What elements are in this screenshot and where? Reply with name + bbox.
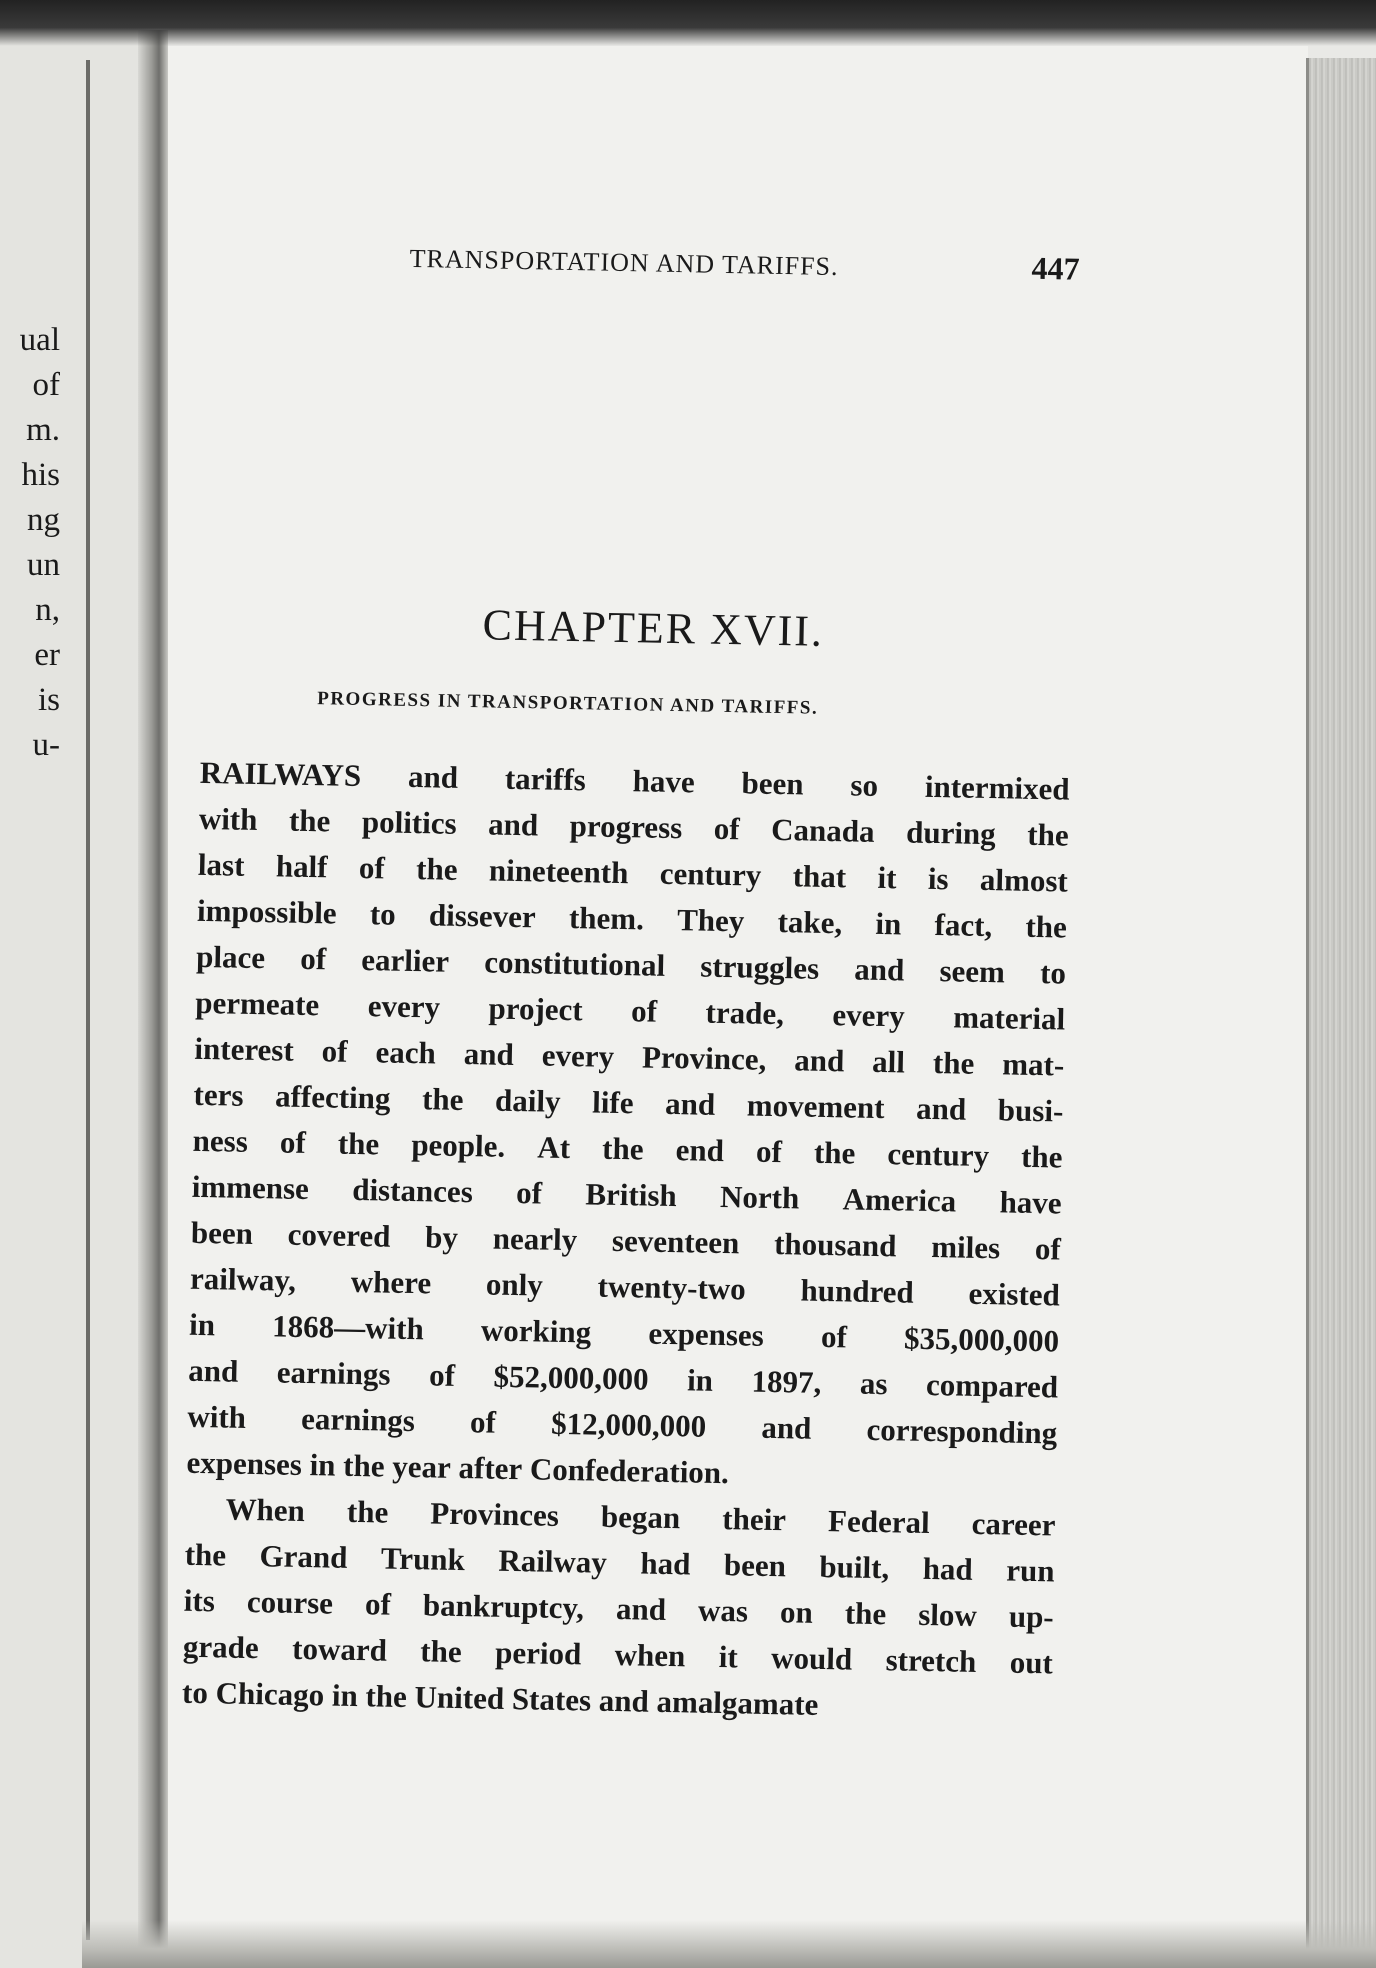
left-fragment-line: is [37, 682, 60, 718]
word: the [288, 802, 331, 839]
word: and [598, 1682, 657, 1719]
word: year [391, 1448, 459, 1485]
word: in [188, 1306, 216, 1343]
word: $12,000,000 [550, 1405, 707, 1444]
running-head: TRANSPORTATION AND TARIFFS. [409, 243, 839, 282]
word: $35,000,000 [903, 1320, 1060, 1359]
word: out [1009, 1644, 1054, 1681]
word: Railway [498, 1542, 608, 1580]
word: the [844, 1595, 887, 1632]
word: nearly [492, 1220, 578, 1258]
word: on [779, 1594, 814, 1630]
page-number: 447 [1031, 249, 1080, 287]
word: constitutional [483, 944, 666, 983]
word: its [183, 1582, 216, 1619]
word: where [350, 1263, 432, 1301]
word: every [367, 988, 441, 1025]
word: it [718, 1639, 739, 1675]
word: people. [411, 1127, 506, 1164]
word: railway, [189, 1260, 297, 1298]
word: the [420, 1633, 463, 1670]
word: only [485, 1266, 544, 1303]
word: of [713, 810, 741, 847]
word: each [375, 1034, 437, 1071]
left-fragment-line: his [21, 457, 60, 493]
word: as [859, 1365, 888, 1402]
word: and [854, 951, 905, 988]
word: 1897, [751, 1363, 822, 1400]
word: in [331, 1677, 366, 1714]
word: twenty-two [597, 1268, 747, 1307]
word: expenses [186, 1444, 310, 1483]
bottom-scan-shadow [82, 1920, 1376, 1968]
word: the [813, 1134, 856, 1171]
word: all [871, 1043, 906, 1080]
word: and [463, 1036, 515, 1072]
word: in [875, 905, 902, 942]
word: every [832, 997, 906, 1034]
word: to [369, 896, 397, 932]
word: 1868—with [271, 1308, 425, 1347]
word: and [793, 1042, 845, 1079]
word: distances [351, 1171, 474, 1210]
word: the [342, 1447, 393, 1484]
word: hundred [800, 1272, 915, 1310]
word: fact, [934, 907, 993, 944]
word: that [792, 858, 847, 895]
word: last [197, 846, 245, 883]
word: When [225, 1491, 306, 1529]
left-fragment-line: ng [27, 502, 60, 538]
word: and [664, 1085, 716, 1122]
word: seventeen [611, 1222, 740, 1261]
word: earlier [361, 942, 450, 979]
word: of [358, 849, 386, 886]
left-fragment-line: ual [19, 322, 60, 358]
word: slow [917, 1596, 978, 1633]
word: would [770, 1640, 853, 1677]
body-text [182, 750, 1070, 1733]
word: ters [193, 1076, 244, 1113]
word: grade [182, 1628, 260, 1666]
word: ness [192, 1122, 249, 1159]
word: have [632, 763, 696, 800]
word: during [905, 814, 997, 852]
word: take, [777, 904, 843, 941]
word: their [721, 1501, 787, 1538]
word: dissever [428, 897, 537, 935]
word: the [337, 1125, 380, 1162]
word: is [927, 860, 949, 897]
word: have [999, 1184, 1062, 1221]
word: began [600, 1498, 681, 1536]
word: and [407, 758, 459, 795]
word: the [601, 1130, 644, 1167]
word: and [615, 1591, 667, 1628]
word: had [922, 1550, 974, 1587]
word: been [741, 765, 804, 802]
word: stretch [885, 1642, 977, 1679]
top-scan-shadow [0, 0, 1376, 46]
book-gutter [138, 30, 168, 1968]
word: interest [194, 1030, 295, 1068]
word: affecting [274, 1078, 391, 1116]
word: existed [968, 1275, 1061, 1313]
word: of [321, 1033, 348, 1069]
word: them. [568, 900, 645, 937]
word: the [346, 1493, 389, 1530]
word: of [820, 1318, 848, 1355]
word: the [1020, 1138, 1063, 1175]
word: every [541, 1037, 615, 1074]
word: to [1039, 955, 1067, 991]
word: expenses [648, 1315, 765, 1353]
word: the [932, 1045, 975, 1081]
left-fragment-line: er [34, 637, 60, 673]
word: trade, [705, 994, 785, 1032]
word: and [915, 1090, 967, 1127]
word: had [640, 1545, 691, 1582]
word: intermixed [924, 768, 1070, 807]
word: $52,000,000 [493, 1358, 649, 1397]
word: Trunk [380, 1540, 466, 1578]
word: of [299, 940, 327, 977]
word: amalgamate [656, 1683, 819, 1722]
word: was [697, 1592, 749, 1629]
word: permeate [195, 984, 320, 1023]
word: Grand [259, 1538, 348, 1575]
word: with [198, 800, 258, 838]
word: daily [494, 1082, 561, 1119]
word: end [675, 1132, 725, 1169]
word: seem [939, 953, 1006, 990]
word: bankruptcy, [422, 1587, 585, 1626]
word: of [755, 1133, 783, 1170]
word: North [719, 1178, 800, 1216]
word: progress [569, 808, 683, 846]
word: period [494, 1634, 582, 1672]
chapter-title: CHAPTER XVII. [482, 600, 825, 656]
word: compared [925, 1366, 1059, 1405]
word: been [190, 1214, 254, 1252]
word: of [630, 993, 658, 1029]
word: impossible [196, 892, 337, 931]
word: corresponding [866, 1411, 1058, 1451]
word: Provinces [430, 1495, 560, 1533]
word: and [187, 1352, 239, 1389]
word: the [1025, 908, 1068, 945]
word: America [842, 1181, 957, 1219]
word: of [428, 1357, 456, 1393]
word: the [365, 1678, 415, 1715]
chapter-subtitle: PROGRESS IN TRANSPORTATION AND TARIFFS. [317, 688, 819, 719]
word: after [458, 1450, 531, 1487]
page-stack-border [1306, 58, 1309, 1968]
word: of [1034, 1231, 1062, 1267]
word: the [421, 1081, 464, 1118]
word: Canada [770, 811, 875, 849]
page-stack-edge [1308, 58, 1376, 1968]
word: it [877, 859, 897, 896]
word: half [275, 848, 328, 885]
word: place [195, 938, 266, 976]
word: been [723, 1547, 787, 1584]
left-fragment-line: of [32, 367, 60, 403]
left-fragment-line: un [27, 547, 60, 583]
spine-edge [86, 60, 90, 1940]
left-fragment-line: n, [35, 592, 60, 628]
word: in [686, 1362, 714, 1398]
word: They [676, 902, 745, 939]
word: toward [291, 1630, 388, 1668]
word: by [424, 1219, 459, 1255]
word: thousand [773, 1226, 897, 1264]
word: century [659, 855, 762, 893]
word: run [1005, 1552, 1055, 1589]
word: British [585, 1176, 678, 1214]
word: nineteenth [488, 852, 629, 891]
word: built, [819, 1548, 890, 1586]
word: mat- [1001, 1046, 1065, 1083]
word: busi- [997, 1092, 1064, 1129]
word: earnings [276, 1354, 391, 1392]
word: earnings [300, 1400, 416, 1439]
word: miles [930, 1229, 1001, 1266]
word: and [761, 1409, 812, 1446]
word: career [971, 1505, 1056, 1543]
word: of [364, 1586, 392, 1622]
word: of [469, 1404, 497, 1440]
word: the [415, 851, 458, 887]
word: to [181, 1674, 217, 1711]
word: life [591, 1084, 634, 1121]
word: project [488, 990, 584, 1028]
word: Confederation. [529, 1451, 730, 1491]
word: with [187, 1398, 247, 1435]
word: Chicago [215, 1675, 333, 1713]
word: working [480, 1312, 592, 1350]
word: movement [746, 1087, 885, 1126]
word: and [487, 806, 539, 843]
word: material [952, 999, 1066, 1037]
left-page-text-fragments [0, 318, 60, 768]
word: covered [287, 1216, 391, 1254]
word: tariffs [504, 760, 587, 798]
word: United [414, 1679, 513, 1717]
word: Federal [827, 1503, 931, 1541]
word: when [614, 1637, 686, 1674]
word: of [279, 1124, 307, 1161]
word: so [850, 767, 879, 803]
word: almost [979, 861, 1069, 899]
word: At [537, 1129, 571, 1166]
word: in [309, 1447, 344, 1483]
word: States [511, 1681, 600, 1718]
left-fragment-line: m. [26, 412, 60, 448]
word: of [515, 1175, 543, 1211]
word: up- [1008, 1598, 1055, 1635]
left-fragment-line: u- [32, 727, 60, 763]
word: immense [191, 1168, 310, 1207]
word: RAILWAYS [199, 754, 362, 793]
word: Province, [641, 1039, 767, 1077]
word: the [1026, 816, 1069, 853]
word: politics [361, 804, 457, 841]
word: the [184, 1536, 227, 1573]
word: struggles [700, 948, 820, 986]
word: century [887, 1136, 990, 1174]
word: course [246, 1583, 334, 1621]
